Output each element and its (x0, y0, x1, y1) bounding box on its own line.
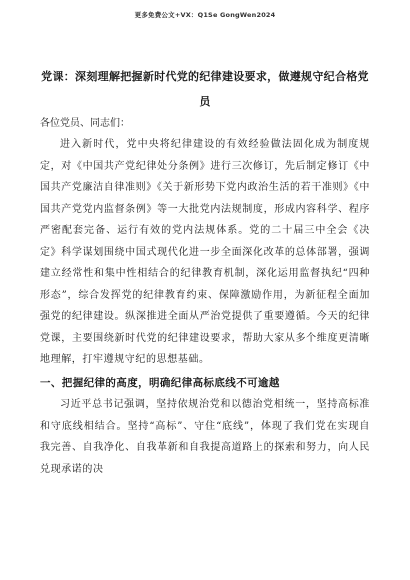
body-paragraph: 进入新时代，党中央将纪律建设的有效经验做法固化成为制度规定，对《中国共产党纪律处分条例》进行三次修订，先后制定修订《中国共产党廉洁自律准则》《关于新形势下党内政治生活的若干准则》《中国共产党党内监督条例》等一大批党内法规制度，形成内容科学、程序严密配套完备、运行有效的党内法规体系。党的二十届三中全会《决定》科学谋划围绕中国式现代化进一步全面深化改革的总体部署，强调建立经常性和集中性相结合的纪律教育机制，深化运用监督执纪“四种形态”，综合发挥党的纪律教育约束、保障激励作用，为新征程全面加强党的纪律建设。纵深推进全面从严治党提供了重要遵循。今天的纪律党课，主要围绕新时代党的纪律建设要求，帮助大家从多个维度更清晰地理解，打牢遵规守纪的思想基础。 (40, 139, 370, 365)
document-body (40, 134, 370, 480)
document-title: 党课：深刻理解把握新时代党的纪律建设要求，做遵规守纪合格党员 (41, 70, 369, 108)
section-paragraph: 习近平总书记强调，坚持依规治党和以德治党相统一，坚持高标准和守底线相结合。坚持“高标”、守住“底线”，体现了我们党在实现自我完善、自我净化、自我革新和自我提高道路上的探索和努力，向人民兑现承诺的决 (40, 399, 370, 475)
section-heading: 一、把握纪律的高度，明确纪律高标底线不可逾越 (40, 376, 280, 389)
salutation: 各位党员、同志们： (40, 118, 130, 129)
header-note: 更多免费公文+VX：Q1Se GongWen2024 (134, 11, 276, 19)
